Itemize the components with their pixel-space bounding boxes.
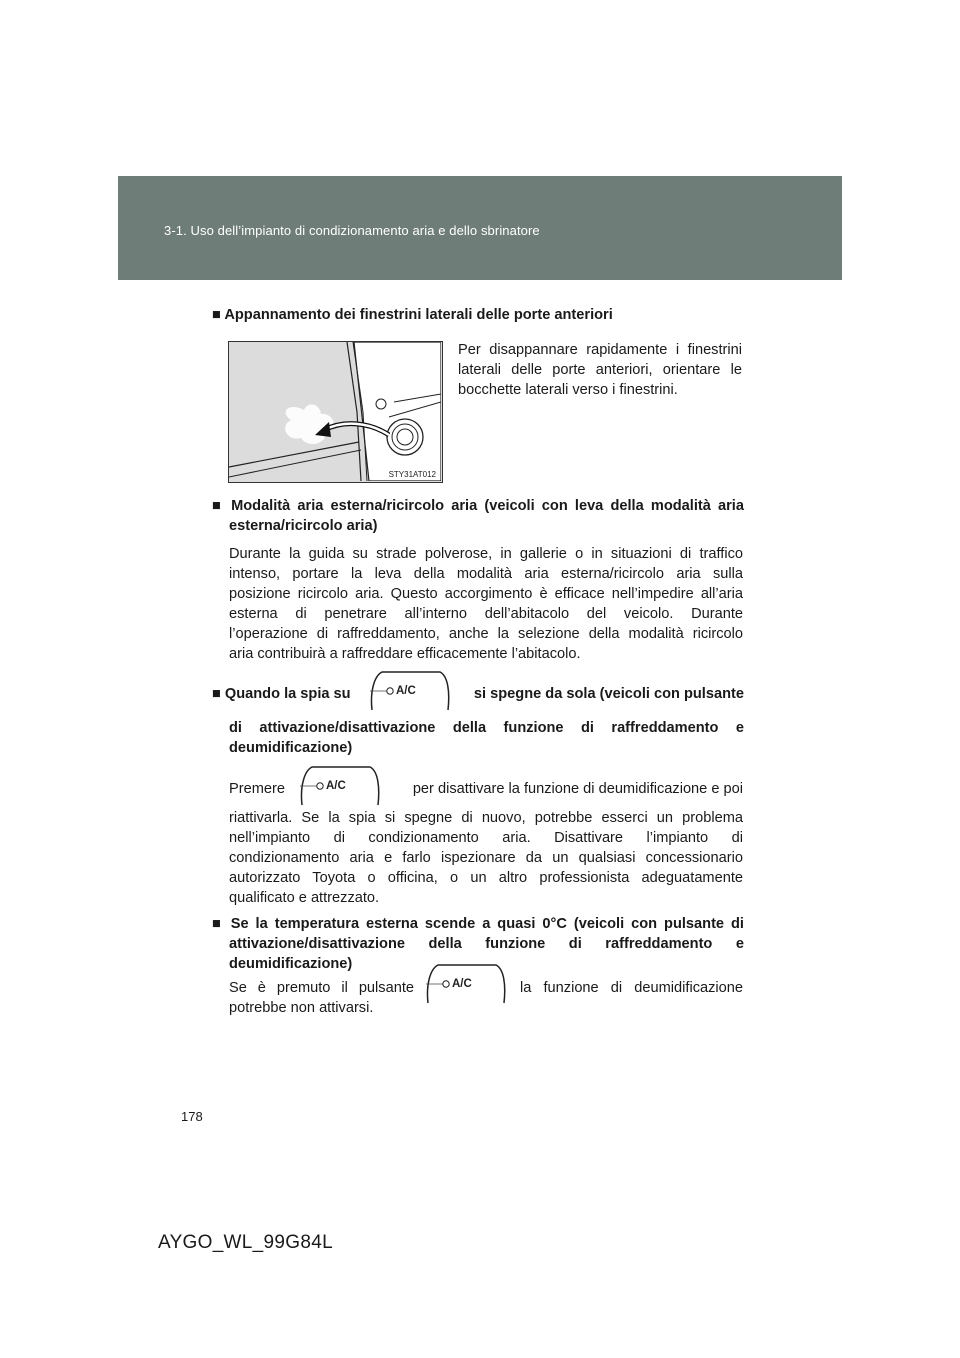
- square-bullet-icon: ■: [212, 307, 221, 323]
- heading-text: si spegne da sola (veicoli con pulsante: [473, 686, 744, 702]
- heading-indicator-off-cont: [212, 718, 744, 758]
- document-code: AYGO_WL_99G84L: [158, 1232, 333, 1253]
- heading-text: deumidificazione): [229, 956, 353, 972]
- low-temp-body: [229, 978, 414, 998]
- header-band: [118, 176, 842, 280]
- figure-code: STY31AT012: [388, 470, 436, 479]
- square-bullet-icon: ■: [212, 686, 221, 702]
- text-line: condizionamento aria e farlo ispezionare da un qualsiasi concessionario: [229, 850, 743, 866]
- side-window-text: [458, 340, 742, 400]
- heading-text: Modalità aria esterna/ricircolo aria (veicoli con leva della modalità aria: [231, 498, 744, 514]
- text-line: potrebbe non attivarsi.: [229, 1000, 374, 1016]
- heading-text: deumidificazione): [229, 740, 353, 756]
- text-line: laterali delle porte anteriori, orientare le: [458, 362, 742, 378]
- heading-text: Appannamento dei finestrini laterali delle porte anteriori: [224, 307, 613, 323]
- heading-air-mode: [212, 496, 744, 536]
- text-line: esterna di penetrare all’interno dell’abitacolo del veicolo. Durante: [229, 606, 743, 622]
- text-line: intenso, portare la leva della modalità aria esterna/ricircolo aria sulla: [229, 566, 743, 582]
- heading-text: Se la temperatura esterna scende a quasi 0°C (veicoli con pulsante di: [230, 916, 744, 932]
- text-line: Durante la guida su strade polverose, in gallerie o in situazioni di traffico: [229, 546, 743, 562]
- text-line: autorizzato Toyota o officina, o un altro professionista adeguatamente: [229, 870, 743, 886]
- heading-indicator-off: [212, 684, 390, 704]
- ac-label: A/C: [326, 780, 346, 792]
- text-line: [520, 978, 743, 998]
- text-line: l’operazione di raffreddamento, anche la selezione della modalità ricircolo: [229, 626, 743, 642]
- text-line: riattivarla. Se la spia si spegne di nuovo, potrebbe esserci un problema: [229, 810, 743, 826]
- heading-fogging-side-windows: [212, 305, 744, 325]
- heading-text: attivazione/disattivazione della funzione di raffreddamento e: [229, 936, 744, 952]
- text-line: per disattivare la funzione di deumidificazione e poi: [412, 781, 743, 797]
- indicator-off-body: [229, 808, 743, 908]
- ac-button-icon: [298, 765, 380, 807]
- text-line: Premere: [229, 781, 285, 797]
- square-bullet-icon: ■: [212, 916, 224, 932]
- text-line: bocchette laterali verso i finestrini.: [458, 382, 678, 398]
- side-vent-illustration: [229, 342, 441, 481]
- ac-label: A/C: [452, 978, 472, 990]
- section-title: 3-1. Uso dell’impianto di condizionamento aria e dello sbrinatore: [164, 223, 540, 238]
- text-line: posizione ricircolo aria. Questo accorgimento è efficace nell’impedire all’aria: [229, 586, 743, 602]
- text-line: nell’impianto di condizionamento aria. Disattivare l’impianto di: [229, 830, 743, 846]
- text-line: la funzione di deumidificazione: [520, 980, 743, 996]
- air-mode-body: [229, 544, 743, 664]
- text-line: aria contribuirà a raffreddare efficacemente l’abitacolo.: [229, 646, 581, 662]
- square-bullet-icon: ■: [212, 498, 224, 514]
- heading-text: di attivazione/disattivazione della funzione di raffreddamento e: [229, 720, 744, 736]
- ac-label: A/C: [396, 685, 416, 697]
- ac-button-icon: [368, 670, 450, 712]
- heading-text: Quando la spia su: [224, 686, 351, 702]
- page-number: 178: [181, 1109, 203, 1124]
- text-line: qualificato e attrezzato.: [229, 890, 380, 906]
- text-line: Se è premuto il pulsante: [229, 980, 414, 996]
- illustration-side-vent: [228, 341, 443, 483]
- text-line: Per disappannare rapidamente i finestrini: [458, 342, 742, 358]
- heading-text: esterna/ricircolo aria): [229, 518, 378, 534]
